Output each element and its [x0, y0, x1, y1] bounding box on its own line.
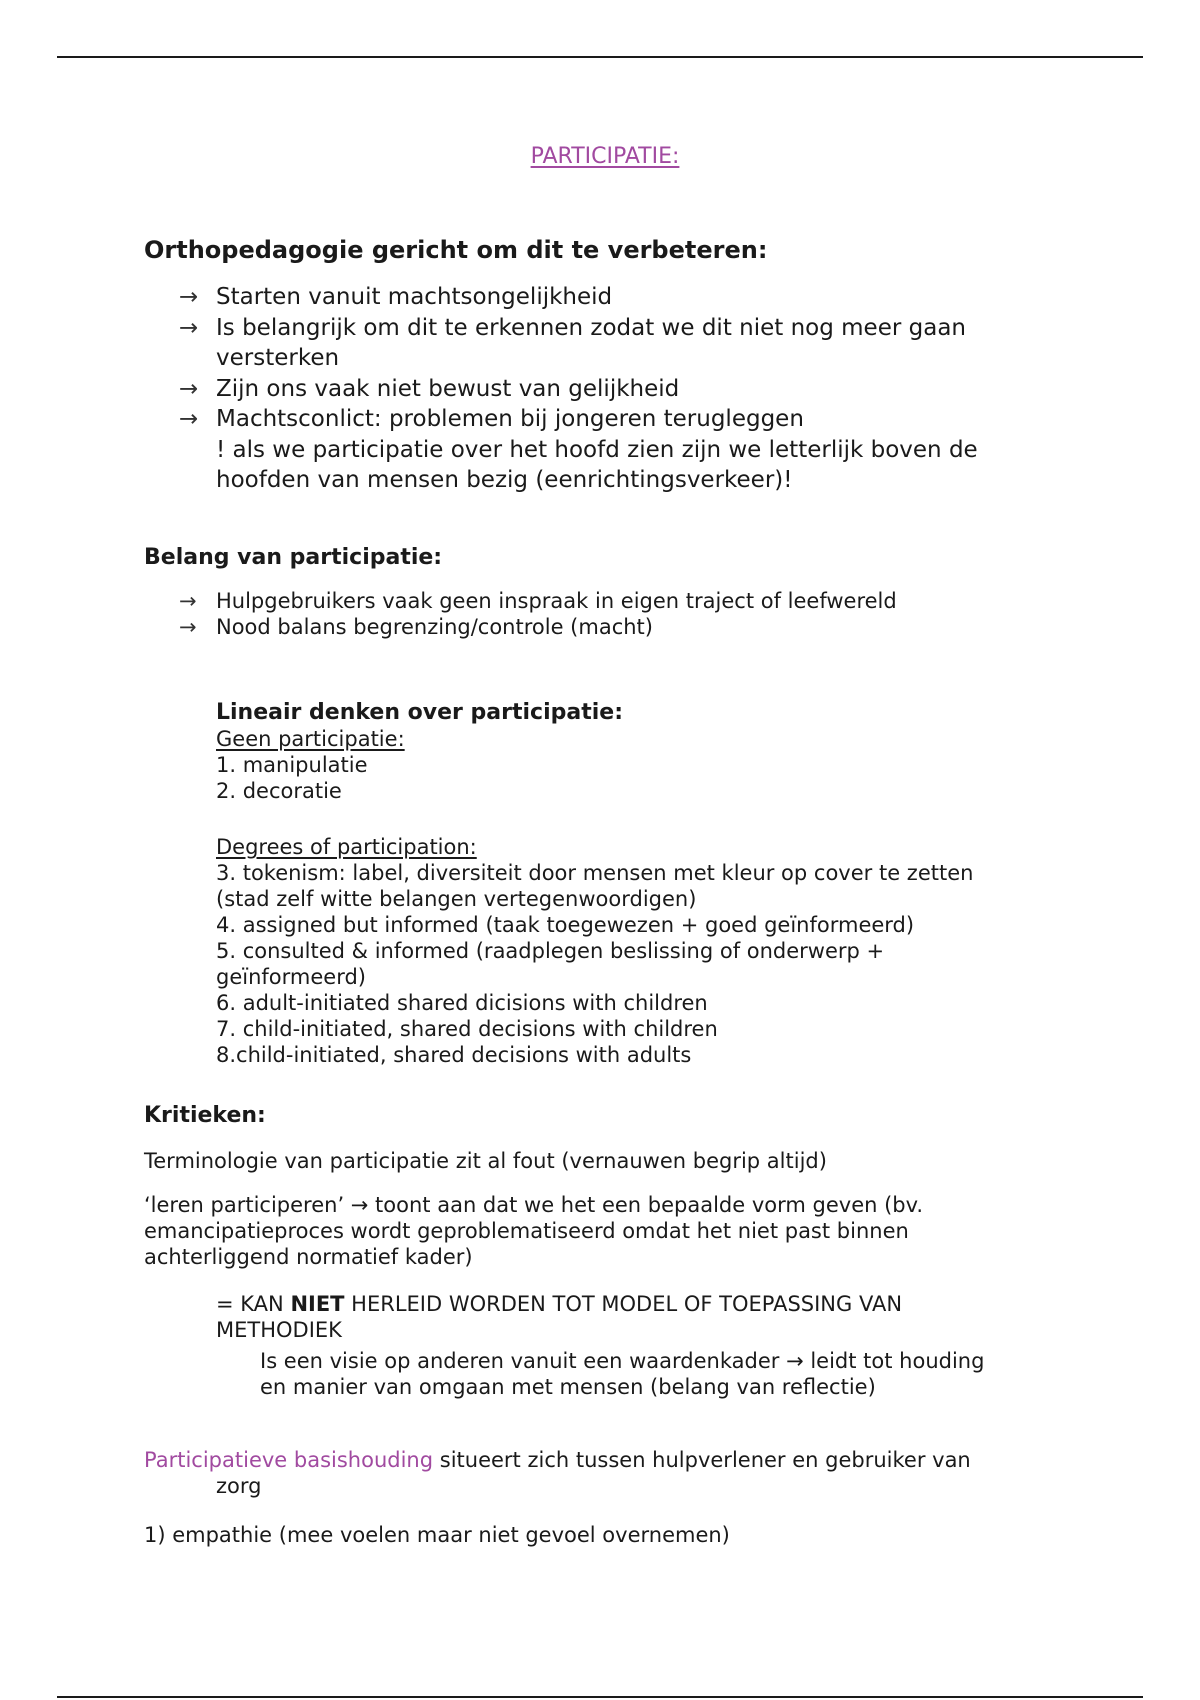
- list-item: (stad zelf witte belangen vertegenwoordigen): [216, 887, 697, 911]
- arrow-right-icon: →: [179, 314, 199, 341]
- top-rule: [57, 56, 1143, 58]
- list-item: geïnformeerd): [216, 965, 366, 989]
- list-item: → Starten vanuit machtsongelijkheid: [216, 282, 978, 313]
- belang-list: [179, 588, 897, 640]
- list-item: 3. tokenism: label, diversiteit door mensen met kleur op cover te zetten: [216, 861, 974, 885]
- subheading-degrees: Degrees of participation:: [216, 835, 477, 859]
- list-item: 2. decoratie: [216, 779, 342, 803]
- vision-block: Is een visie op anderen vanuit een waardenkader → leidt tot houding en manier van omgaan met mensen (belang van reflectie): [260, 1349, 985, 1399]
- arrow-right-icon: →: [179, 589, 197, 613]
- highlight-term: Participatieve basishouding: [144, 1448, 434, 1472]
- list-item: 5. consulted & informed (raadplegen beslissing of onderwerp +: [216, 939, 885, 963]
- list-item: → Hulpgebruikers vaak geen inspraak in eigen traject of leefwereld: [179, 589, 897, 613]
- paragraph-basishouding: Participatieve basishouding situeert zich tussen hulpverlener en gebruiker van zorg: [144, 1448, 971, 1498]
- arrow-right-icon: →: [179, 375, 199, 402]
- list-item: → Is belangrijk om dit te erkennen zodat we dit niet nog meer gaan versterken: [179, 314, 966, 371]
- bottom-rule: [57, 1696, 1143, 1698]
- list-item: → Zijn ons vaak niet bewust van gelijkheid: [216, 374, 978, 405]
- paragraph-empathie: 1) empathie (mee voelen maar niet gevoel overnemen): [144, 1523, 730, 1547]
- subheading-geen-participatie: Geen participatie:: [216, 727, 405, 751]
- section-heading-belang: Belang van participatie:: [144, 545, 443, 570]
- arrow-right-icon: →: [179, 284, 199, 310]
- list-item: 1. manipulatie: [216, 753, 368, 777]
- page-title: PARTICIPATIE:: [530, 144, 680, 169]
- list-item: → Nood balans begrenzing/controle (macht): [179, 615, 653, 639]
- lineair-block: [216, 700, 973, 1068]
- list-item: 4. assigned but informed (taak toegewezen + goed geïnformeerd): [216, 913, 915, 937]
- paragraph-leren-participeren: ‘leren participeren’ → toont aan dat we het een bepaalde vorm geven (bv. emancipatieproces wordt geproblematiseerd omdat het niet past binnen achterliggend normatief kader): [144, 1193, 924, 1269]
- list-item: 6. adult-initiated shared dicisions with children: [216, 991, 708, 1015]
- list-item: 8.child-initiated, shared decisions with adults: [216, 1043, 692, 1067]
- list-item: → Machtsconlict: problemen bij jongeren terugleggen ! als we participatie over het hoofd zien zijn we letterlijk boven de hoofden van mensen bezig (eenrichtingsverkeer)!: [179, 406, 978, 493]
- paragraph-terminologie: Terminologie van participatie zit al fout (vernauwen begrip altijd): [144, 1149, 827, 1173]
- list-item: 7. child-initiated, shared decisions with children: [216, 1017, 718, 1041]
- conclusion-block: = KAN NIET HERLEID WORDEN TOT MODEL OF TOEPASSING VAN METHODIEK: [216, 1292, 903, 1342]
- section-heading-lineair: Lineair denken over participatie:: [216, 700, 623, 725]
- arrow-right-icon: →: [179, 615, 197, 639]
- section-heading-kritieken: Kritieken:: [144, 1103, 266, 1128]
- arrow-right-icon: →: [179, 406, 199, 432]
- orthopedagogie-list: [179, 282, 978, 496]
- section-heading-orthopedagogie: Orthopedagogie gericht om dit te verbeteren:: [144, 236, 768, 264]
